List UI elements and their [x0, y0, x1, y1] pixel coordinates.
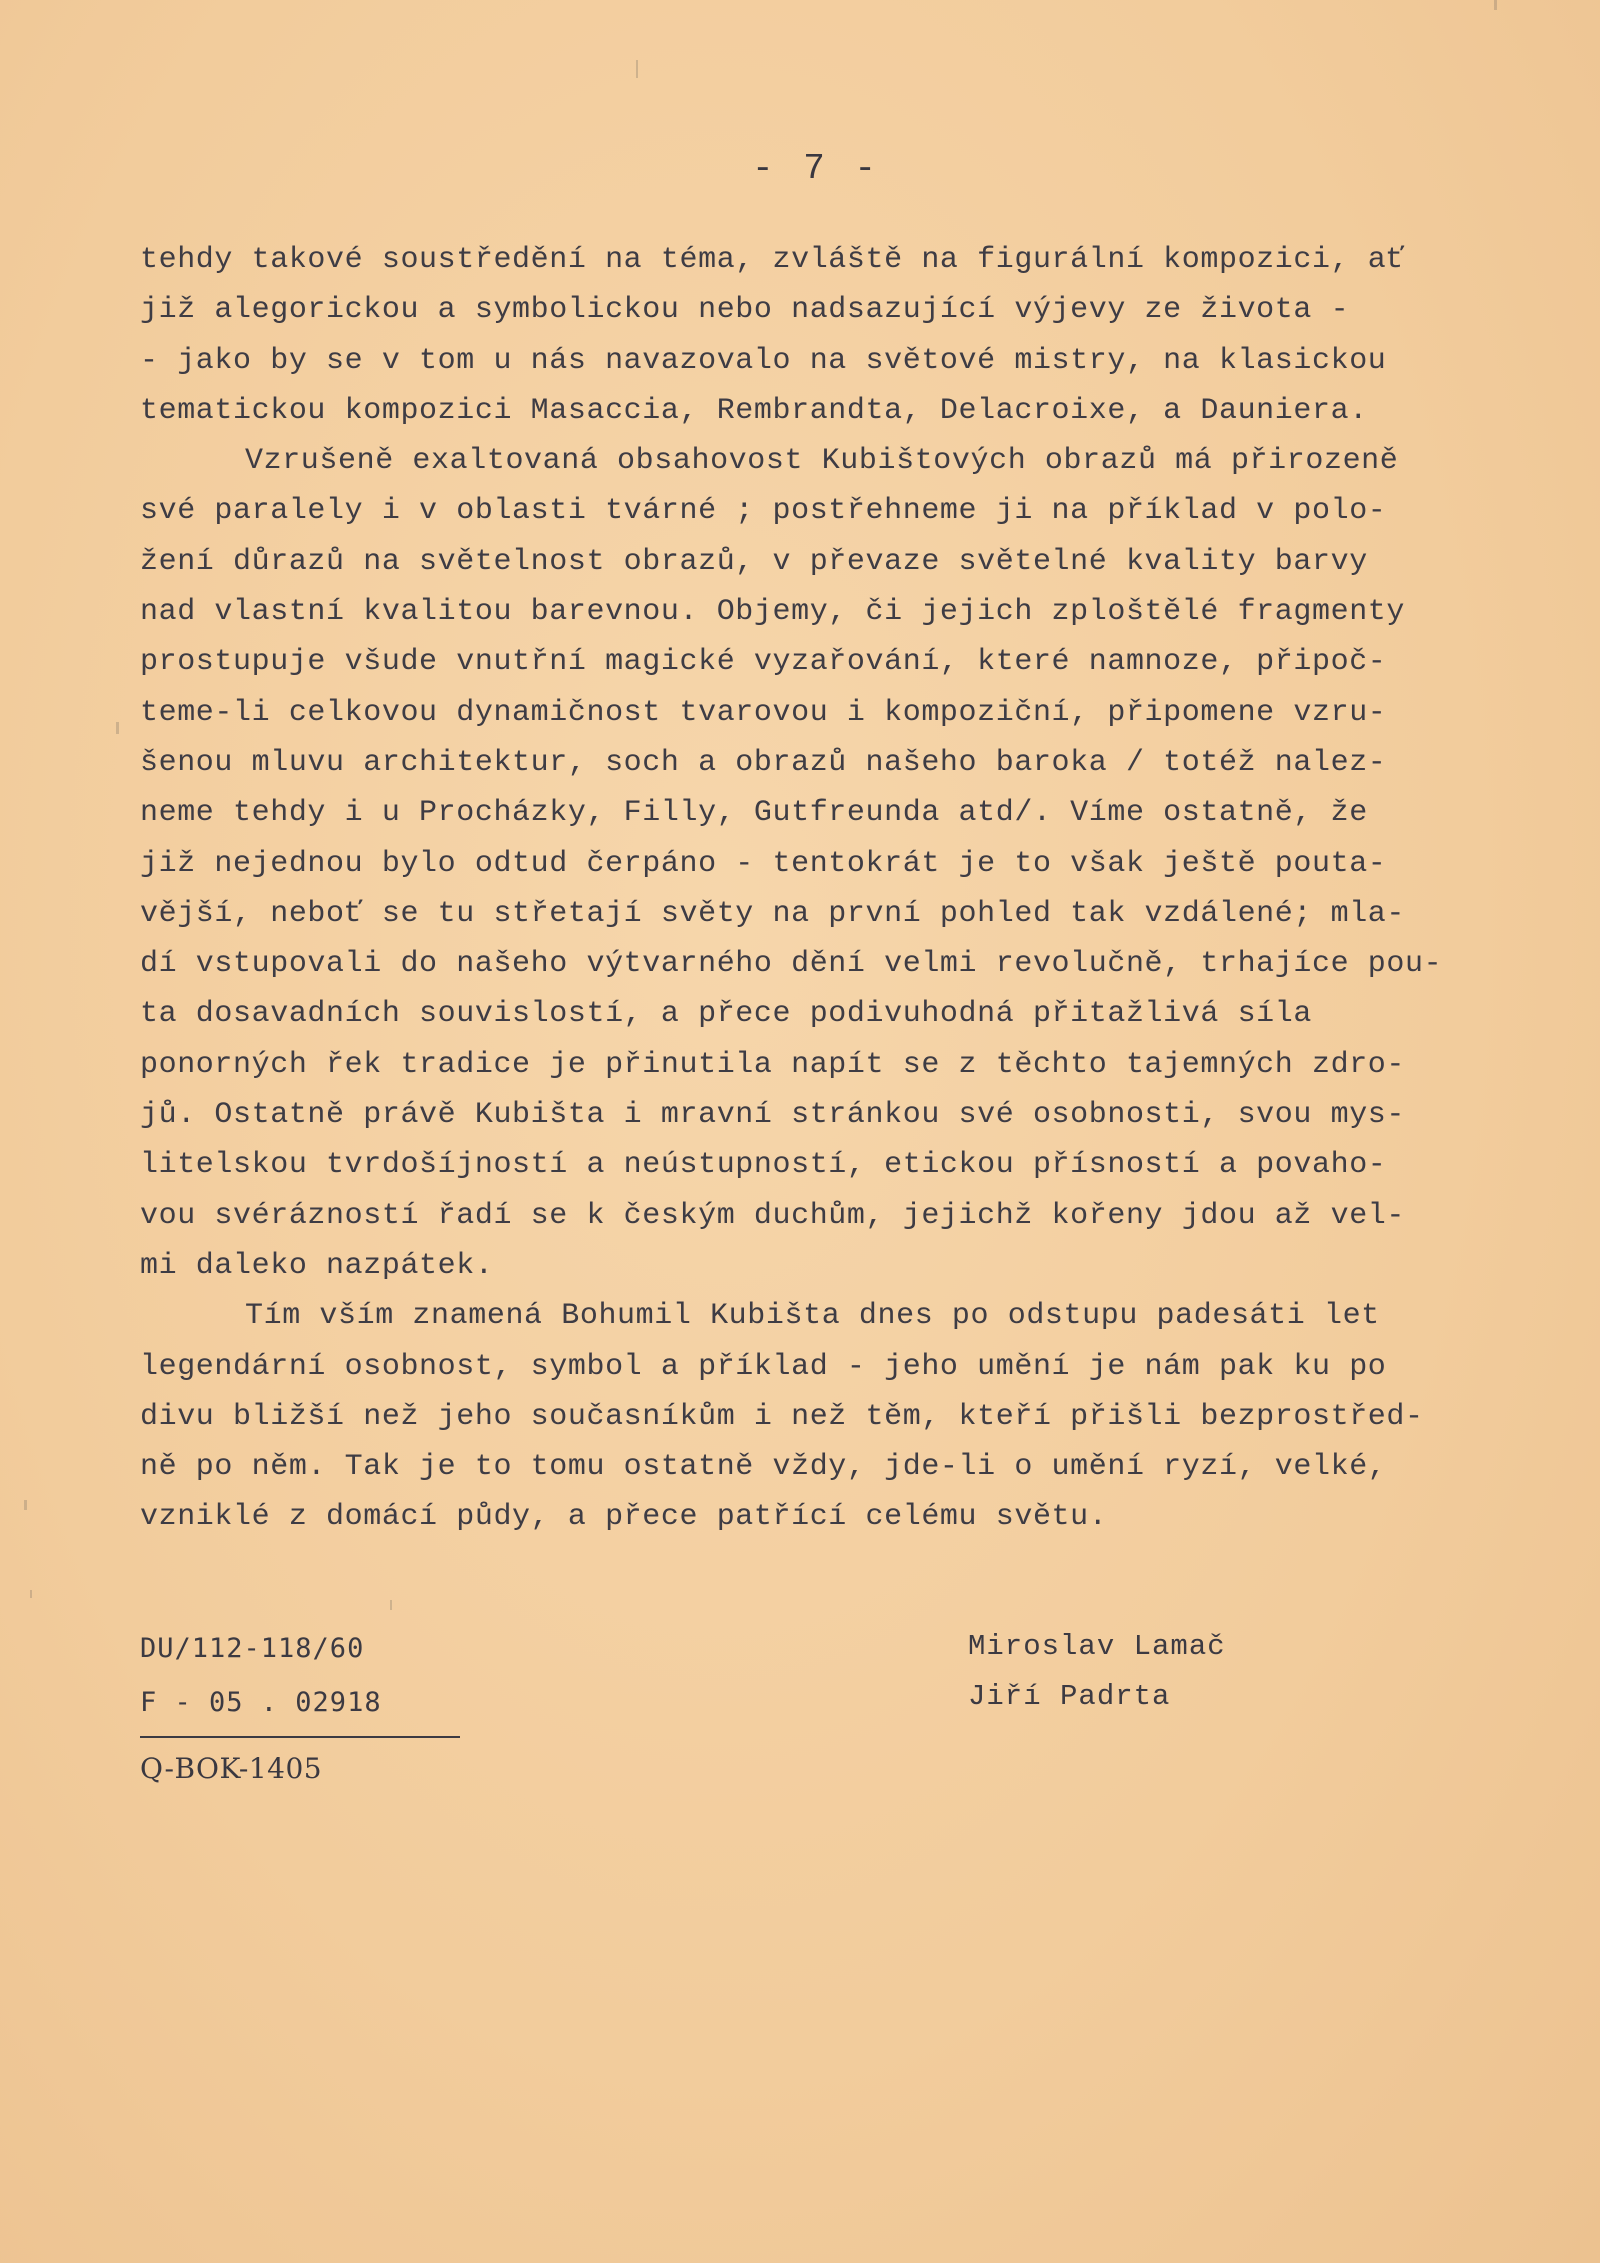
paper-speck	[390, 1600, 392, 1610]
reference-underline	[140, 1736, 460, 1738]
text-line: již alegorickou a symbolickou nebo nadsazující výjevy ze života -	[140, 293, 1350, 328]
text-line: šenou mluvu architektur, soch a obrazů našeho baroka / totéž nalez-	[140, 745, 1387, 780]
text-line: nad vlastní kvalitou barevnou. Objemy, či jejich zploštělé fragmenty	[140, 595, 1405, 630]
paper-speck	[116, 722, 119, 734]
paragraph-start-line: Tím vším znamená Bohumil Kubišta dnes po odstupu padesáti let	[245, 1299, 1380, 1334]
text-line: své paralely i v oblasti tvárné ; postřehneme ji na příklad v polo-	[140, 494, 1387, 529]
authors-block	[968, 1622, 1226, 1722]
text-line: litelskou tvrdošíjností a neústupností, etickou přísností a povaho-	[140, 1148, 1387, 1183]
text-line: mi daleko nazpátek.	[140, 1248, 494, 1283]
catalog-code: Q-BOK-1405	[140, 1752, 323, 1785]
text-line: neme tehdy i u Procházky, Filly, Gutfreunda atd/. Víme ostatně, že	[140, 796, 1368, 831]
paragraph-start-line: Vzrušeně exaltovaná obsahovost Kubištových obrazů má přirozeně	[245, 444, 1399, 479]
text-line: - jako by se v tom u nás navazovalo na světové mistry, na klasickou	[140, 343, 1387, 378]
text-line: dí vstupovali do našeho výtvarného dění velmi revolučně, trhajíce pou-	[140, 947, 1443, 982]
text-line: ta dosavadních souvislostí, a přece podivuhodná přitažlivá síla	[140, 997, 1312, 1032]
text-line: divu bližší než jeho současníkům i než těm, kteří přišli bezprostřed-	[140, 1399, 1424, 1434]
text-line: vější, neboť se tu střetají světy na první pohled tak vzdálené; mla-	[140, 896, 1405, 931]
reference-code: F - 05 . 02918	[140, 1687, 382, 1718]
body-text	[140, 235, 1530, 1543]
text-line: prostupuje všude vnutřní magické vyzařování, které namnoze, připoč-	[140, 645, 1387, 680]
text-line: vou svérázností řadí se k českým duchům, jejichž kořeny jdou až vel-	[140, 1198, 1405, 1233]
text-line: tematickou kompozici Masaccia, Rembrandta, Delacroixe, a Dauniera.	[140, 393, 1368, 428]
text-line: již nejednou bylo odtud čerpáno - tentokrát je to však ještě pouta-	[140, 846, 1387, 881]
page-number: - 7 -	[752, 148, 881, 189]
author-name: Jiří Padrta	[968, 1680, 1171, 1713]
paper-speck	[30, 1590, 32, 1598]
author-name: Miroslav Lamač	[968, 1630, 1226, 1663]
paper-speck	[636, 60, 638, 78]
text-line: legendární osobnost, symbol a příklad - jeho umění je nám pak ku po	[140, 1349, 1387, 1384]
paper-speck	[24, 1500, 27, 1510]
paper-speck	[1494, 0, 1497, 10]
reference-number: DU/112-118/60	[140, 1633, 365, 1664]
text-line: ně po něm. Tak je to tomu ostatně vždy, jde-li o umění ryzí, velké,	[140, 1450, 1387, 1485]
text-line: žení důrazů na světelnost obrazů, v převaze světelné kvality barvy	[140, 544, 1368, 579]
reference-block	[140, 1622, 382, 1730]
text-line: tehdy takové soustředění na téma, zvláště na figurální kompozici, ať	[140, 243, 1405, 277]
text-line: ponorných řek tradice je přinutila napít se z těchto tajemných zdro-	[140, 1047, 1405, 1082]
text-line: jů. Ostatně právě Kubišta i mravní stránkou své osobnosti, svou mys-	[140, 1098, 1405, 1133]
text-line: vzniklé z domácí půdy, a přece patřící celému světu.	[140, 1500, 1108, 1535]
text-line: teme-li celkovou dynamičnost tvarovou i kompoziční, připomene vzru-	[140, 695, 1387, 730]
